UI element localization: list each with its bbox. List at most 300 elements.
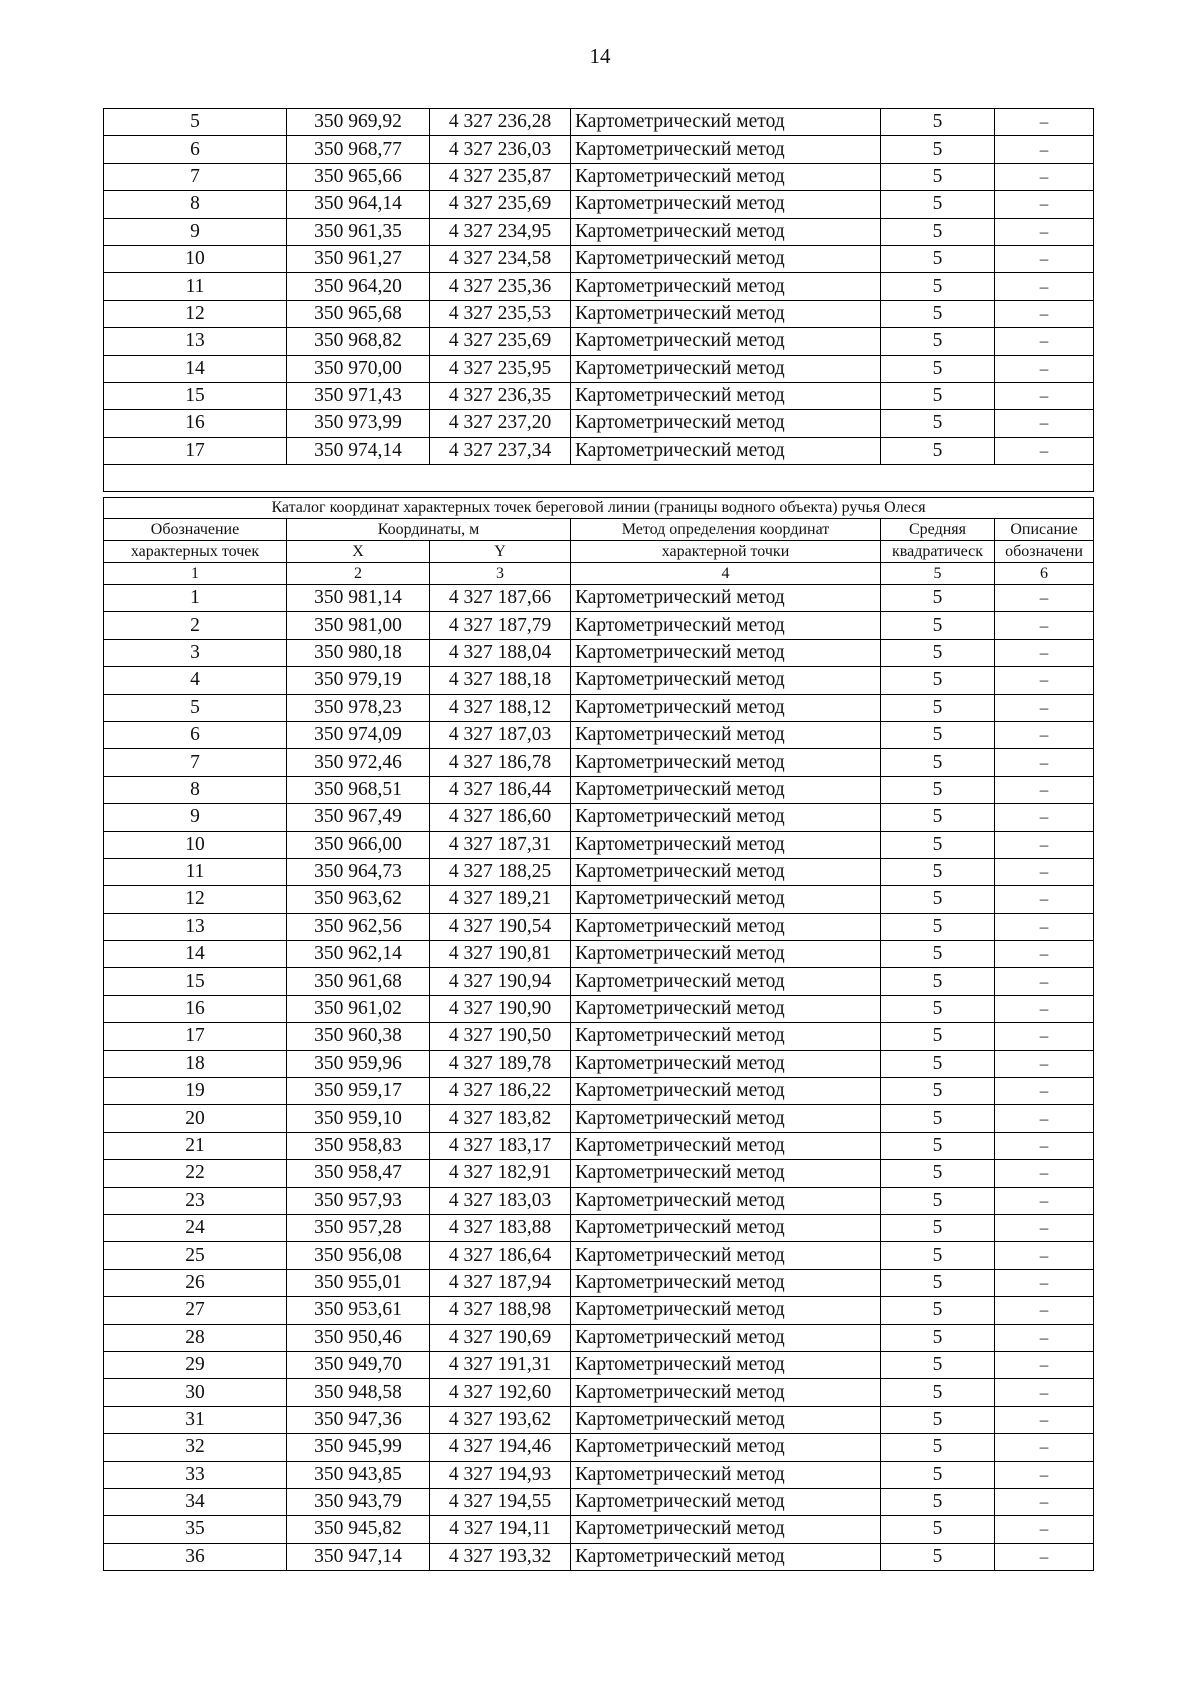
y-coordinate-cell: 4 327 237,20 bbox=[430, 410, 571, 437]
x-coordinate-cell: 350 961,35 bbox=[287, 218, 430, 245]
point-id-cell: 7 bbox=[104, 163, 287, 190]
x-coordinate-cell: 350 973,99 bbox=[287, 410, 430, 437]
method-cell: Картометрический метод bbox=[571, 886, 881, 913]
table-row bbox=[104, 410, 1094, 437]
table-separator-row bbox=[104, 465, 1094, 492]
mean-error-cell: 5 bbox=[881, 1543, 995, 1570]
description-cell: – bbox=[995, 136, 1094, 163]
table-row bbox=[104, 1023, 1094, 1050]
method-cell: Картометрический метод bbox=[571, 1488, 881, 1515]
point-id-cell: 1 bbox=[104, 585, 287, 612]
point-id-cell: 9 bbox=[104, 218, 287, 245]
mean-error-cell: 5 bbox=[881, 667, 995, 694]
point-id-cell: 27 bbox=[104, 1297, 287, 1324]
table-row bbox=[104, 1461, 1094, 1488]
y-coordinate-cell: 4 327 190,54 bbox=[430, 913, 571, 940]
table-row bbox=[104, 355, 1094, 382]
x-coordinate-cell: 350 945,99 bbox=[287, 1434, 430, 1461]
y-coordinate-cell: 4 327 194,93 bbox=[430, 1461, 571, 1488]
header-error-line2: квадратическ bbox=[881, 541, 995, 563]
x-coordinate-cell: 350 948,58 bbox=[287, 1379, 430, 1406]
header-error-line1: Средняя bbox=[881, 519, 995, 541]
x-coordinate-cell: 350 962,14 bbox=[287, 941, 430, 968]
table-row bbox=[104, 1242, 1094, 1269]
method-cell: Картометрический метод bbox=[571, 1078, 881, 1105]
method-cell: Картометрический метод bbox=[571, 968, 881, 995]
description-cell: – bbox=[995, 328, 1094, 355]
y-coordinate-cell: 4 327 188,18 bbox=[430, 667, 571, 694]
table-row bbox=[104, 245, 1094, 272]
table-row bbox=[104, 1269, 1094, 1296]
x-coordinate-cell: 350 945,82 bbox=[287, 1516, 430, 1543]
mean-error-cell: 5 bbox=[881, 1023, 995, 1050]
y-coordinate-cell: 4 327 236,03 bbox=[430, 136, 571, 163]
mean-error-cell: 5 bbox=[881, 273, 995, 300]
method-cell: Картометрический метод bbox=[571, 1214, 881, 1241]
header-description-line1: Описание bbox=[995, 519, 1094, 541]
x-coordinate-cell: 350 961,02 bbox=[287, 995, 430, 1022]
method-cell: Картометрический метод bbox=[571, 136, 881, 163]
table-row bbox=[104, 191, 1094, 218]
description-cell: – bbox=[995, 437, 1094, 464]
table-row bbox=[104, 1297, 1094, 1324]
table-row bbox=[104, 1050, 1094, 1077]
method-cell: Картометрический метод bbox=[571, 1242, 881, 1269]
header-point-line1: Обозначение bbox=[104, 519, 287, 541]
table-row bbox=[104, 163, 1094, 190]
table-row bbox=[104, 1488, 1094, 1515]
y-coordinate-cell: 4 327 186,44 bbox=[430, 776, 571, 803]
description-cell: – bbox=[995, 1050, 1094, 1077]
mean-error-cell: 5 bbox=[881, 1434, 995, 1461]
description-cell: – bbox=[995, 109, 1094, 136]
mean-error-cell: 5 bbox=[881, 831, 995, 858]
x-coordinate-cell: 350 969,92 bbox=[287, 109, 430, 136]
table-row bbox=[104, 1351, 1094, 1378]
point-id-cell: 13 bbox=[104, 328, 287, 355]
point-id-cell: 17 bbox=[104, 437, 287, 464]
point-id-cell: 10 bbox=[104, 831, 287, 858]
y-coordinate-cell: 4 327 187,03 bbox=[430, 721, 571, 748]
table-row bbox=[104, 437, 1094, 464]
method-cell: Картометрический метод bbox=[571, 273, 881, 300]
y-coordinate-cell: 4 327 183,03 bbox=[430, 1187, 571, 1214]
header-x: X bbox=[287, 541, 430, 563]
mean-error-cell: 5 bbox=[881, 612, 995, 639]
method-cell: Картометрический метод bbox=[571, 667, 881, 694]
x-coordinate-cell: 350 971,43 bbox=[287, 382, 430, 409]
mean-error-cell: 5 bbox=[881, 1105, 995, 1132]
description-cell: – bbox=[995, 1214, 1094, 1241]
point-id-cell: 14 bbox=[104, 355, 287, 382]
method-cell: Картометрический метод bbox=[571, 1132, 881, 1159]
header-method-line2: характерной точки bbox=[571, 541, 881, 563]
x-coordinate-cell: 350 957,28 bbox=[287, 1214, 430, 1241]
method-cell: Картометрический метод bbox=[571, 749, 881, 776]
y-coordinate-cell: 4 327 235,69 bbox=[430, 328, 571, 355]
description-cell: – bbox=[995, 1461, 1094, 1488]
mean-error-cell: 5 bbox=[881, 1406, 995, 1433]
x-coordinate-cell: 350 961,68 bbox=[287, 968, 430, 995]
x-coordinate-cell: 350 957,93 bbox=[287, 1187, 430, 1214]
description-cell: – bbox=[995, 1406, 1094, 1433]
method-cell: Картометрический метод bbox=[571, 218, 881, 245]
column-number: 5 bbox=[881, 563, 995, 585]
column-number: 2 bbox=[287, 563, 430, 585]
table-row bbox=[104, 639, 1094, 666]
method-cell: Картометрический метод bbox=[571, 410, 881, 437]
description-cell: – bbox=[995, 410, 1094, 437]
header-y: Y bbox=[430, 541, 571, 563]
x-coordinate-cell: 350 964,20 bbox=[287, 273, 430, 300]
method-cell: Картометрический метод bbox=[571, 612, 881, 639]
point-id-cell: 11 bbox=[104, 273, 287, 300]
x-coordinate-cell: 350 960,38 bbox=[287, 1023, 430, 1050]
point-id-cell: 4 bbox=[104, 667, 287, 694]
description-cell: – bbox=[995, 831, 1094, 858]
header-method-line1: Метод определения координат bbox=[571, 519, 881, 541]
y-coordinate-cell: 4 327 183,82 bbox=[430, 1105, 571, 1132]
header-description-line2: обозначени bbox=[995, 541, 1094, 563]
mean-error-cell: 5 bbox=[881, 804, 995, 831]
y-coordinate-cell: 4 327 235,53 bbox=[430, 300, 571, 327]
y-coordinate-cell: 4 327 188,12 bbox=[430, 694, 571, 721]
description-cell: – bbox=[995, 191, 1094, 218]
x-coordinate-cell: 350 979,19 bbox=[287, 667, 430, 694]
description-cell: – bbox=[995, 1132, 1094, 1159]
method-cell: Картометрический метод bbox=[571, 1351, 881, 1378]
description-cell: – bbox=[995, 968, 1094, 995]
description-cell: – bbox=[995, 355, 1094, 382]
y-coordinate-cell: 4 327 182,91 bbox=[430, 1160, 571, 1187]
coordinates-table-continued bbox=[103, 108, 1094, 492]
table-row bbox=[104, 995, 1094, 1022]
point-id-cell: 3 bbox=[104, 639, 287, 666]
table-row bbox=[104, 667, 1094, 694]
point-id-cell: 23 bbox=[104, 1187, 287, 1214]
description-cell: – bbox=[995, 1379, 1094, 1406]
description-cell: – bbox=[995, 639, 1094, 666]
table-row bbox=[104, 136, 1094, 163]
x-coordinate-cell: 350 959,96 bbox=[287, 1050, 430, 1077]
y-coordinate-cell: 4 327 235,87 bbox=[430, 163, 571, 190]
y-coordinate-cell: 4 327 189,78 bbox=[430, 1050, 571, 1077]
mean-error-cell: 5 bbox=[881, 1379, 995, 1406]
x-coordinate-cell: 350 949,70 bbox=[287, 1351, 430, 1378]
description-cell: – bbox=[995, 1351, 1094, 1378]
method-cell: Картометрический метод bbox=[571, 382, 881, 409]
point-id-cell: 15 bbox=[104, 968, 287, 995]
mean-error-cell: 5 bbox=[881, 1242, 995, 1269]
method-cell: Картометрический метод bbox=[571, 941, 881, 968]
y-coordinate-cell: 4 327 193,62 bbox=[430, 1406, 571, 1433]
table-row bbox=[104, 1187, 1094, 1214]
point-id-cell: 16 bbox=[104, 410, 287, 437]
x-coordinate-cell: 350 962,56 bbox=[287, 913, 430, 940]
point-id-cell: 8 bbox=[104, 776, 287, 803]
description-cell: – bbox=[995, 1516, 1094, 1543]
method-cell: Картометрический метод bbox=[571, 1050, 881, 1077]
y-coordinate-cell: 4 327 190,50 bbox=[430, 1023, 571, 1050]
x-coordinate-cell: 350 974,14 bbox=[287, 437, 430, 464]
catalog-caption: Каталог координат характерных точек береговой линии (границы водного объекта) ручья Олеся bbox=[104, 498, 1094, 519]
description-cell: – bbox=[995, 667, 1094, 694]
point-id-cell: 5 bbox=[104, 694, 287, 721]
point-id-cell: 36 bbox=[104, 1543, 287, 1570]
table-row bbox=[104, 612, 1094, 639]
table-row bbox=[104, 913, 1094, 940]
x-coordinate-cell: 350 958,83 bbox=[287, 1132, 430, 1159]
x-coordinate-cell: 350 943,79 bbox=[287, 1488, 430, 1515]
method-cell: Картометрический метод bbox=[571, 1187, 881, 1214]
description-cell: – bbox=[995, 1023, 1094, 1050]
point-id-cell: 29 bbox=[104, 1351, 287, 1378]
point-id-cell: 12 bbox=[104, 886, 287, 913]
method-cell: Картометрический метод bbox=[571, 1461, 881, 1488]
method-cell: Картометрический метод bbox=[571, 328, 881, 355]
method-cell: Картометрический метод bbox=[571, 831, 881, 858]
y-coordinate-cell: 4 327 187,66 bbox=[430, 585, 571, 612]
point-id-cell: 10 bbox=[104, 245, 287, 272]
catalog-header-row-2 bbox=[104, 541, 1094, 563]
y-coordinate-cell: 4 327 188,25 bbox=[430, 858, 571, 885]
method-cell: Картометрический метод bbox=[571, 1379, 881, 1406]
point-id-cell: 32 bbox=[104, 1434, 287, 1461]
y-coordinate-cell: 4 327 190,90 bbox=[430, 995, 571, 1022]
description-cell: – bbox=[995, 886, 1094, 913]
table-row bbox=[104, 1132, 1094, 1159]
description-cell: – bbox=[995, 1160, 1094, 1187]
point-id-cell: 20 bbox=[104, 1105, 287, 1132]
table-row bbox=[104, 300, 1094, 327]
y-coordinate-cell: 4 327 187,79 bbox=[430, 612, 571, 639]
y-coordinate-cell: 4 327 236,35 bbox=[430, 382, 571, 409]
mean-error-cell: 5 bbox=[881, 1050, 995, 1077]
point-id-cell: 13 bbox=[104, 913, 287, 940]
point-id-cell: 14 bbox=[104, 941, 287, 968]
method-cell: Картометрический метод bbox=[571, 694, 881, 721]
y-coordinate-cell: 4 327 235,69 bbox=[430, 191, 571, 218]
column-number: 1 bbox=[104, 563, 287, 585]
mean-error-cell: 5 bbox=[881, 968, 995, 995]
method-cell: Картометрический метод bbox=[571, 1160, 881, 1187]
description-cell: – bbox=[995, 273, 1094, 300]
method-cell: Картометрический метод bbox=[571, 913, 881, 940]
description-cell: – bbox=[995, 382, 1094, 409]
point-id-cell: 7 bbox=[104, 749, 287, 776]
x-coordinate-cell: 350 961,27 bbox=[287, 245, 430, 272]
y-coordinate-cell: 4 327 194,11 bbox=[430, 1516, 571, 1543]
x-coordinate-cell: 350 981,00 bbox=[287, 612, 430, 639]
description-cell: – bbox=[995, 776, 1094, 803]
point-id-cell: 5 bbox=[104, 109, 287, 136]
mean-error-cell: 5 bbox=[881, 749, 995, 776]
description-cell: – bbox=[995, 749, 1094, 776]
table-row bbox=[104, 941, 1094, 968]
method-cell: Картометрический метод bbox=[571, 585, 881, 612]
y-coordinate-cell: 4 327 237,34 bbox=[430, 437, 571, 464]
mean-error-cell: 5 bbox=[881, 218, 995, 245]
catalog-table bbox=[103, 497, 1094, 1571]
method-cell: Картометрический метод bbox=[571, 245, 881, 272]
description-cell: – bbox=[995, 1324, 1094, 1351]
mean-error-cell: 5 bbox=[881, 1187, 995, 1214]
method-cell: Картометрический метод bbox=[571, 1023, 881, 1050]
method-cell: Картометрический метод bbox=[571, 1516, 881, 1543]
table-row bbox=[104, 1105, 1094, 1132]
x-coordinate-cell: 350 956,08 bbox=[287, 1242, 430, 1269]
y-coordinate-cell: 4 327 186,64 bbox=[430, 1242, 571, 1269]
y-coordinate-cell: 4 327 236,28 bbox=[430, 109, 571, 136]
x-coordinate-cell: 350 968,77 bbox=[287, 136, 430, 163]
column-number: 3 bbox=[430, 563, 571, 585]
mean-error-cell: 5 bbox=[881, 639, 995, 666]
method-cell: Картометрический метод bbox=[571, 1434, 881, 1461]
mean-error-cell: 5 bbox=[881, 941, 995, 968]
table-row bbox=[104, 1078, 1094, 1105]
x-coordinate-cell: 350 980,18 bbox=[287, 639, 430, 666]
table-row bbox=[104, 858, 1094, 885]
catalog-table-body bbox=[104, 585, 1094, 1571]
table-row bbox=[104, 1324, 1094, 1351]
method-cell: Картометрический метод bbox=[571, 1105, 881, 1132]
y-coordinate-cell: 4 327 186,78 bbox=[430, 749, 571, 776]
mean-error-cell: 5 bbox=[881, 1516, 995, 1543]
x-coordinate-cell: 350 965,68 bbox=[287, 300, 430, 327]
point-id-cell: 11 bbox=[104, 858, 287, 885]
x-coordinate-cell: 350 970,00 bbox=[287, 355, 430, 382]
method-cell: Картометрический метод bbox=[571, 995, 881, 1022]
point-id-cell: 24 bbox=[104, 1214, 287, 1241]
y-coordinate-cell: 4 327 188,04 bbox=[430, 639, 571, 666]
y-coordinate-cell: 4 327 194,46 bbox=[430, 1434, 571, 1461]
mean-error-cell: 5 bbox=[881, 1461, 995, 1488]
y-coordinate-cell: 4 327 192,60 bbox=[430, 1379, 571, 1406]
mean-error-cell: 5 bbox=[881, 437, 995, 464]
point-id-cell: 30 bbox=[104, 1379, 287, 1406]
point-id-cell: 28 bbox=[104, 1324, 287, 1351]
table-row bbox=[104, 1379, 1094, 1406]
mean-error-cell: 5 bbox=[881, 382, 995, 409]
column-number: 4 bbox=[571, 563, 881, 585]
mean-error-cell: 5 bbox=[881, 858, 995, 885]
description-cell: – bbox=[995, 612, 1094, 639]
header-coordinates: Координаты, м bbox=[287, 519, 571, 541]
point-id-cell: 35 bbox=[104, 1516, 287, 1543]
table-row bbox=[104, 1516, 1094, 1543]
point-id-cell: 12 bbox=[104, 300, 287, 327]
mean-error-cell: 5 bbox=[881, 410, 995, 437]
method-cell: Картометрический метод bbox=[571, 109, 881, 136]
x-coordinate-cell: 350 972,46 bbox=[287, 749, 430, 776]
mean-error-cell: 5 bbox=[881, 694, 995, 721]
method-cell: Картометрический метод bbox=[571, 300, 881, 327]
method-cell: Картометрический метод bbox=[571, 437, 881, 464]
mean-error-cell: 5 bbox=[881, 913, 995, 940]
table-row bbox=[104, 273, 1094, 300]
description-cell: – bbox=[995, 1543, 1094, 1570]
table-row bbox=[104, 1160, 1094, 1187]
mean-error-cell: 5 bbox=[881, 1351, 995, 1378]
x-coordinate-cell: 350 950,46 bbox=[287, 1324, 430, 1351]
description-cell: – bbox=[995, 1488, 1094, 1515]
x-coordinate-cell: 350 978,23 bbox=[287, 694, 430, 721]
table-row bbox=[104, 382, 1094, 409]
point-id-cell: 21 bbox=[104, 1132, 287, 1159]
point-id-cell: 33 bbox=[104, 1461, 287, 1488]
method-cell: Картометрический метод bbox=[571, 776, 881, 803]
mean-error-cell: 5 bbox=[881, 328, 995, 355]
description-cell: – bbox=[995, 585, 1094, 612]
y-coordinate-cell: 4 327 194,55 bbox=[430, 1488, 571, 1515]
table-row bbox=[104, 1406, 1094, 1433]
point-id-cell: 18 bbox=[104, 1050, 287, 1077]
table-row bbox=[104, 585, 1094, 612]
x-coordinate-cell: 350 947,36 bbox=[287, 1406, 430, 1433]
table-row bbox=[104, 694, 1094, 721]
mean-error-cell: 5 bbox=[881, 1269, 995, 1296]
point-id-cell: 25 bbox=[104, 1242, 287, 1269]
mean-error-cell: 5 bbox=[881, 886, 995, 913]
description-cell: – bbox=[995, 858, 1094, 885]
x-coordinate-cell: 350 959,10 bbox=[287, 1105, 430, 1132]
mean-error-cell: 5 bbox=[881, 300, 995, 327]
method-cell: Картометрический метод bbox=[571, 191, 881, 218]
y-coordinate-cell: 4 327 193,32 bbox=[430, 1543, 571, 1570]
description-cell: – bbox=[995, 913, 1094, 940]
table-row bbox=[104, 721, 1094, 748]
x-coordinate-cell: 350 958,47 bbox=[287, 1160, 430, 1187]
table-row bbox=[104, 1543, 1094, 1570]
x-coordinate-cell: 350 966,00 bbox=[287, 831, 430, 858]
description-cell: – bbox=[995, 721, 1094, 748]
catalog-caption-row bbox=[104, 498, 1094, 519]
mean-error-cell: 5 bbox=[881, 1132, 995, 1159]
point-id-cell: 34 bbox=[104, 1488, 287, 1515]
table-row bbox=[104, 109, 1094, 136]
table-row bbox=[104, 218, 1094, 245]
method-cell: Картометрический метод bbox=[571, 1543, 881, 1570]
description-cell: – bbox=[995, 1297, 1094, 1324]
description-cell: – bbox=[995, 300, 1094, 327]
table-row bbox=[104, 968, 1094, 995]
x-coordinate-cell: 350 943,85 bbox=[287, 1461, 430, 1488]
point-id-cell: 19 bbox=[104, 1078, 287, 1105]
mean-error-cell: 5 bbox=[881, 245, 995, 272]
method-cell: Картометрический метод bbox=[571, 163, 881, 190]
table-row bbox=[104, 831, 1094, 858]
mean-error-cell: 5 bbox=[881, 191, 995, 218]
point-id-cell: 2 bbox=[104, 612, 287, 639]
page-number: 14 bbox=[589, 44, 611, 68]
description-cell: – bbox=[995, 694, 1094, 721]
x-coordinate-cell: 350 968,51 bbox=[287, 776, 430, 803]
separator-cell bbox=[104, 465, 1094, 492]
mean-error-cell: 5 bbox=[881, 1297, 995, 1324]
y-coordinate-cell: 4 327 190,81 bbox=[430, 941, 571, 968]
x-coordinate-cell: 350 965,66 bbox=[287, 163, 430, 190]
x-coordinate-cell: 350 963,62 bbox=[287, 886, 430, 913]
description-cell: – bbox=[995, 804, 1094, 831]
mean-error-cell: 5 bbox=[881, 355, 995, 382]
mean-error-cell: 5 bbox=[881, 995, 995, 1022]
method-cell: Картометрический метод bbox=[571, 721, 881, 748]
point-id-cell: 15 bbox=[104, 382, 287, 409]
table-row bbox=[104, 749, 1094, 776]
description-cell: – bbox=[995, 1434, 1094, 1461]
description-cell: – bbox=[995, 1242, 1094, 1269]
point-id-cell: 8 bbox=[104, 191, 287, 218]
